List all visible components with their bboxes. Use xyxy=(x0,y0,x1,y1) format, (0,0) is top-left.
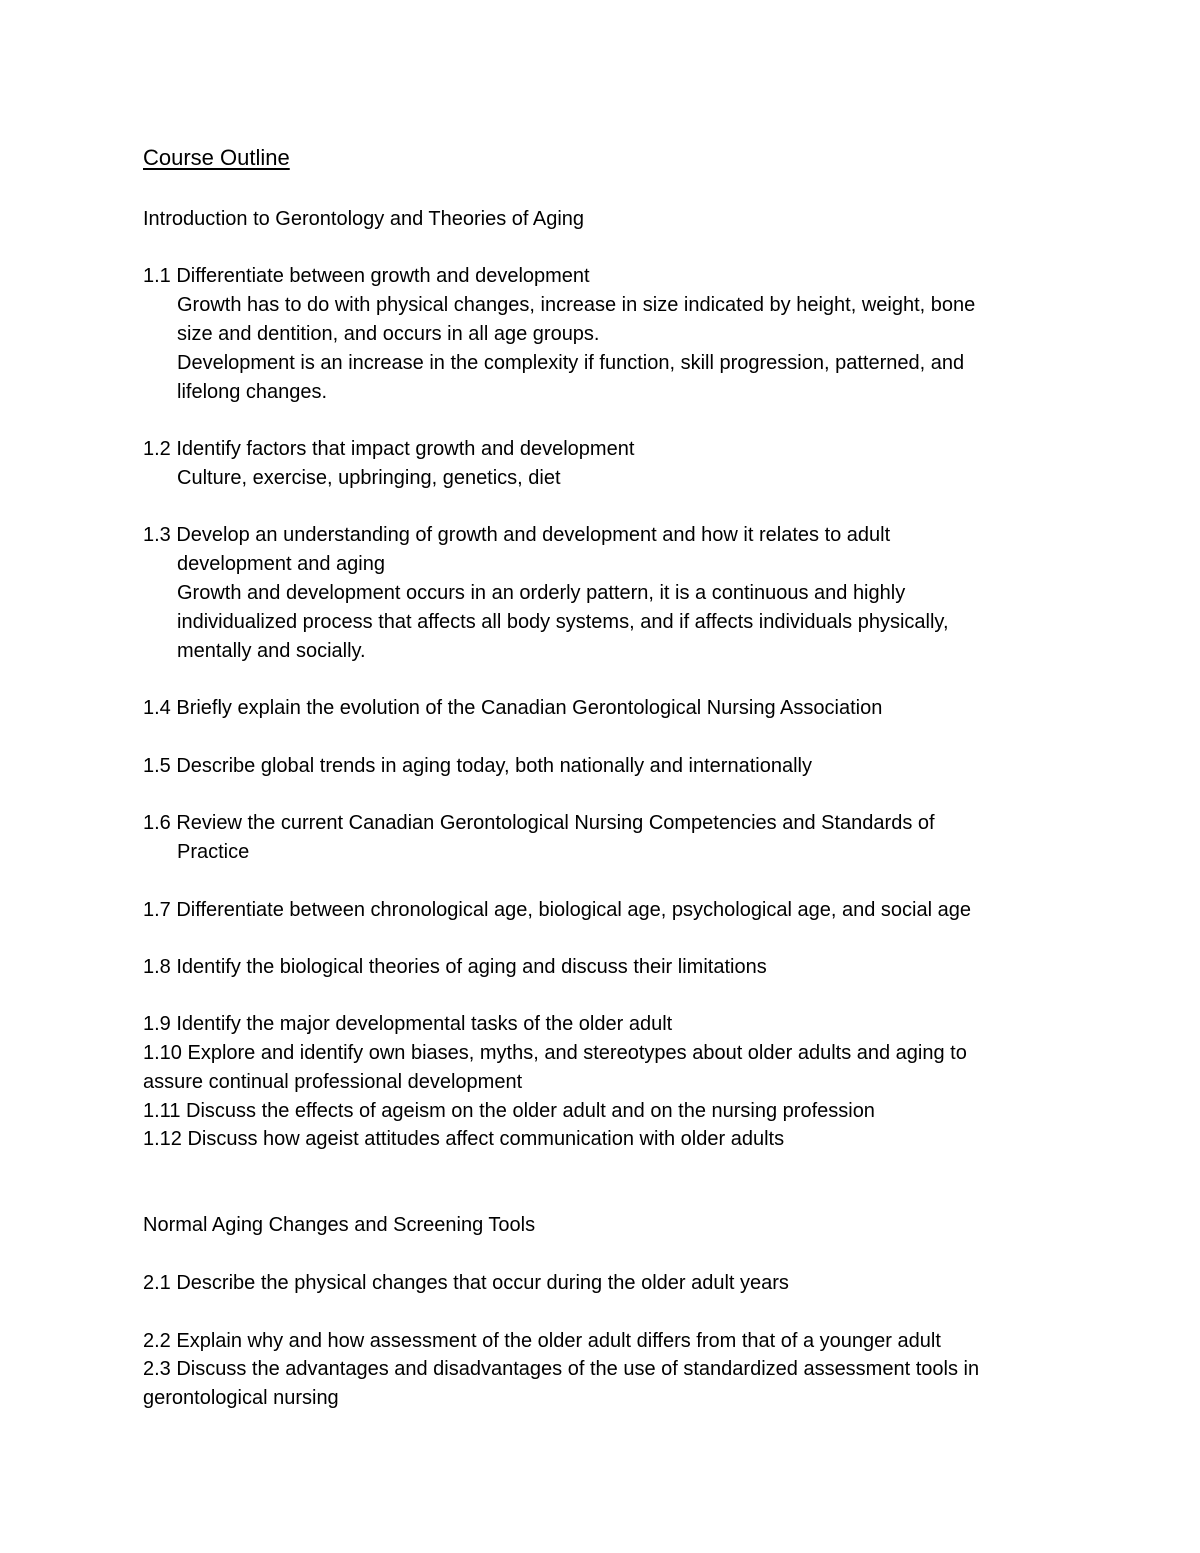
objective-1-9: 1.9 Identify the major developmental tasks of the older adult xyxy=(143,1013,673,1035)
objective-1-3-detail: mentally and socially. xyxy=(177,640,366,662)
objective-2-2: 2.2 Explain why and how assessment of the older adult differs from that of a younger adult xyxy=(143,1330,941,1352)
section-1-heading: Introduction to Gerontology and Theories of Aging xyxy=(143,208,585,230)
objective-1-10: 1.10 Explore and identify own biases, myths, and stereotypes about older adults and aging to xyxy=(143,1042,967,1064)
objective-2-3: 2.3 Discuss the advantages and disadvantages of the use of standardized assessment tools in xyxy=(143,1358,980,1380)
objective-1-1-detail: size and dentition, and occurs in all age groups. xyxy=(177,323,600,345)
objective-1-4: 1.4 Briefly explain the evolution of the Canadian Gerontological Nursing Association xyxy=(143,697,883,719)
objective-1-6: 1.6 Review the current Canadian Gerontological Nursing Competencies and Standards of xyxy=(143,812,935,834)
objective-1-5: 1.5 Describe global trends in aging today, both nationally and internationally xyxy=(143,755,812,777)
section-2-heading: Normal Aging Changes and Screening Tools xyxy=(143,1214,536,1236)
objective-1-11: 1.11 Discuss the effects of ageism on the older adult and on the nursing profession xyxy=(143,1100,875,1122)
objective-1-10-continued: assure continual professional development xyxy=(143,1071,523,1093)
page-title: Course Outline xyxy=(143,145,290,170)
objective-1-3: 1.3 Develop an understanding of growth and development and how it relates to adult xyxy=(143,524,891,546)
objective-1-8: 1.8 Identify the biological theories of aging and discuss their limitations xyxy=(143,956,767,978)
objective-1-3-continued: development and aging xyxy=(177,553,385,575)
objective-1-2-detail: Culture, exercise, upbringing, genetics, diet xyxy=(177,467,561,489)
objective-1-7: 1.7 Differentiate between chronological age, biological age, psychological age, and social age xyxy=(143,899,971,921)
objective-1-12: 1.12 Discuss how ageist attitudes affect communication with older adults xyxy=(143,1128,785,1150)
objective-1-1-detail: lifelong changes. xyxy=(177,381,328,403)
objective-1-6-continued: Practice xyxy=(177,841,250,863)
objective-1-1-detail: Growth has to do with physical changes, increase in size indicated by height, weight, bone xyxy=(177,294,976,316)
objective-1-2: 1.2 Identify factors that impact growth and development xyxy=(143,438,635,460)
objective-2-1: 2.1 Describe the physical changes that occur during the older adult years xyxy=(143,1272,789,1294)
objective-2-3-continued: gerontological nursing xyxy=(143,1387,339,1409)
objective-1-3-detail: individualized process that affects all body systems, and if affects individuals physically, xyxy=(177,611,949,633)
objective-1-1-detail: Development is an increase in the complexity if function, skill progression, patterned, and xyxy=(177,352,965,374)
objective-1-1: 1.1 Differentiate between growth and development xyxy=(143,265,590,287)
objective-1-3-detail: Growth and development occurs in an orderly pattern, it is a continuous and highly xyxy=(177,582,906,604)
